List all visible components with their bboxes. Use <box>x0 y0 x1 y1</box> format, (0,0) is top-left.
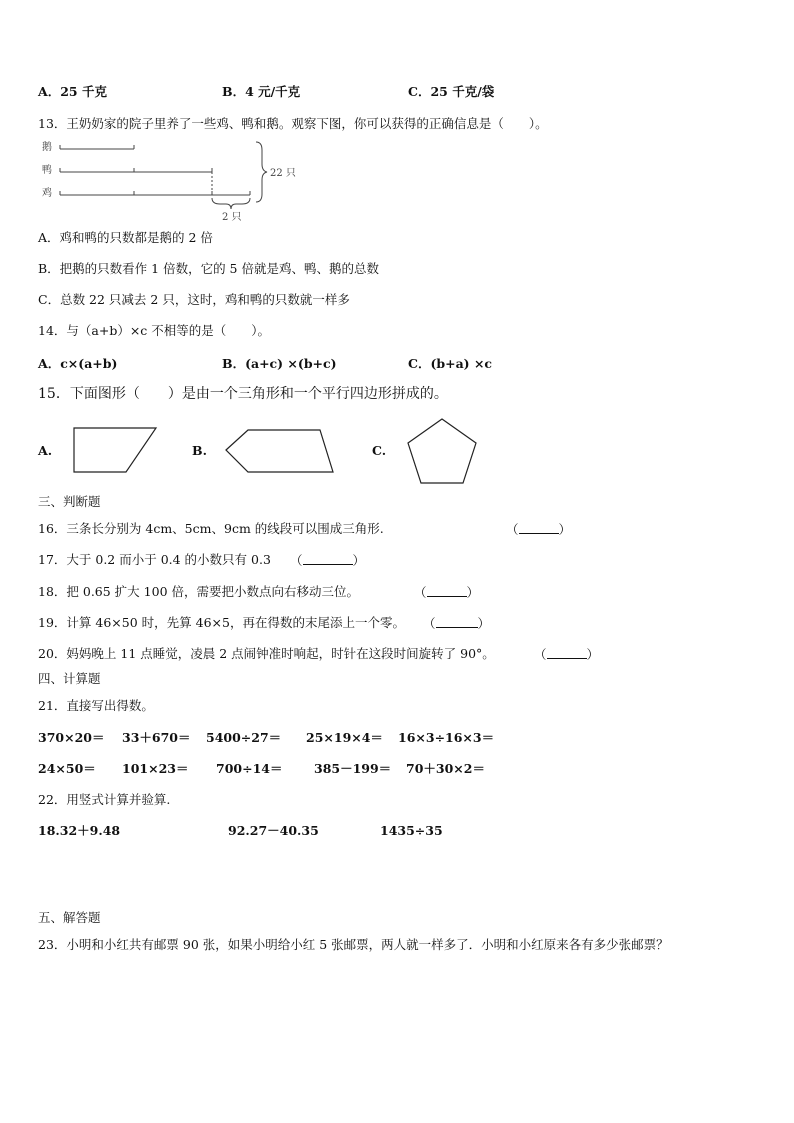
q21-expr: 33＋670＝ <box>122 730 191 745</box>
q19-answer-blank: （ ） <box>423 616 491 631</box>
q13-option-c: C．总数 22 只减去 2 只，这时，鸡和鸭的只数就一样多 <box>38 292 350 307</box>
q15-option-b-label: B. <box>192 443 207 458</box>
q21-expr: 16×3÷16×3＝ <box>398 730 495 745</box>
q21-expr: 385－199＝ <box>314 761 392 776</box>
q19-text: 19．计算 46×50 时，先算 46×5，再在得数的末尾添上一个零。 <box>38 615 405 630</box>
q23-text: 23．小明和小红共有邮票 90 张，如果小明给小红 5 张邮票，两人就一样多了．小明和小红原来各有多少张邮票？ <box>38 937 669 952</box>
q17-answer-blank: （ ） <box>290 553 366 568</box>
q20-answer-blank: （ ） <box>534 647 600 662</box>
q14-option-c: C．(b+a) ×c <box>408 356 493 371</box>
q12-option-a: A．25 千克 <box>38 84 107 99</box>
q12-option-c: C．25 千克/袋 <box>408 84 495 99</box>
diagram-label-duck: 鸭 <box>42 165 52 176</box>
q15-shape-a-trapezoid <box>72 426 162 474</box>
q22-stem: 22．用竖式计算并验算. <box>38 792 171 807</box>
q21-expr: 5400÷27＝ <box>206 730 282 745</box>
q22-item: 1435÷35 <box>380 823 443 838</box>
q13-line-segment-diagram <box>38 136 308 222</box>
diagram-label-goose: 鹅 <box>42 142 52 153</box>
q13-stem: 13．王奶奶家的院子里养了一些鸡、鸭和鹅。观察下图，你可以获得的正确信息是（ ）。 <box>38 116 548 131</box>
q22-item: 92.27－40.35 <box>228 823 319 838</box>
q21-expr: 70＋30×2＝ <box>406 761 485 776</box>
q13-option-b: B．把鹅的只数看作 1 倍数，它的 5 倍就是鸡、鸭、鹅的总数 <box>38 261 379 276</box>
q17-text: 17．大于 0.2 而小于 0.4 的小数只有 0.3 <box>38 552 271 567</box>
q16-answer-blank: （ ） <box>506 522 572 537</box>
q21-expr: 700÷14＝ <box>216 761 283 776</box>
q21-expr: 25×19×4＝ <box>306 730 383 745</box>
q21-stem: 21．直接写出得数。 <box>38 698 154 713</box>
q22-item: 18.32＋9.48 <box>38 823 121 838</box>
q18-answer-blank: （ ） <box>414 585 480 600</box>
q13-option-a: A．鸡和鸭的只数都是鹅的 2 倍 <box>38 230 213 245</box>
q14-option-a: A．c×(a+b) <box>38 356 118 371</box>
section-3-heading: 三、判断题 <box>38 494 101 509</box>
diagram-diff-label: 2 只 <box>222 212 242 222</box>
q15-stem: 15．下面图形（ ）是由一个三角形和一个平行四边形拼成的。 <box>38 386 448 402</box>
q14-stem: 14．与（a+b）×c 不相等的是（ ）。 <box>38 323 271 338</box>
diagram-label-chicken: 鸡 <box>42 188 52 199</box>
q15-shape-b-pentagon <box>222 428 338 474</box>
q21-expr: 101×23＝ <box>122 761 189 776</box>
q15-shape-c-regular-pentagon <box>406 417 480 489</box>
q18-text: 18．把 0.65 扩大 100 倍，需要把小数点向右移动三位。 <box>38 584 359 599</box>
section-5-heading: 五、解答题 <box>38 910 101 925</box>
section-4-heading: 四、计算题 <box>38 671 101 686</box>
q21-expr: 24×50＝ <box>38 761 96 776</box>
diagram-total-label: 22 只 <box>270 168 296 179</box>
q21-expr: 370×20＝ <box>38 730 105 745</box>
q14-option-b: B．(a+c) ×(b+c) <box>222 356 337 371</box>
q12-option-b: B．4 元/千克 <box>222 84 301 99</box>
q15-option-c-label: C. <box>372 443 387 458</box>
q16-text: 16．三条长分别为 4cm、5cm、9cm 的线段可以围成三角形. <box>38 521 384 536</box>
q20-text: 20．妈妈晚上 11 点睡觉，凌晨 2 点闹钟准时响起，时针在这段时间旋转了 90°。 <box>38 646 495 661</box>
q15-option-a-label: A. <box>38 443 53 458</box>
